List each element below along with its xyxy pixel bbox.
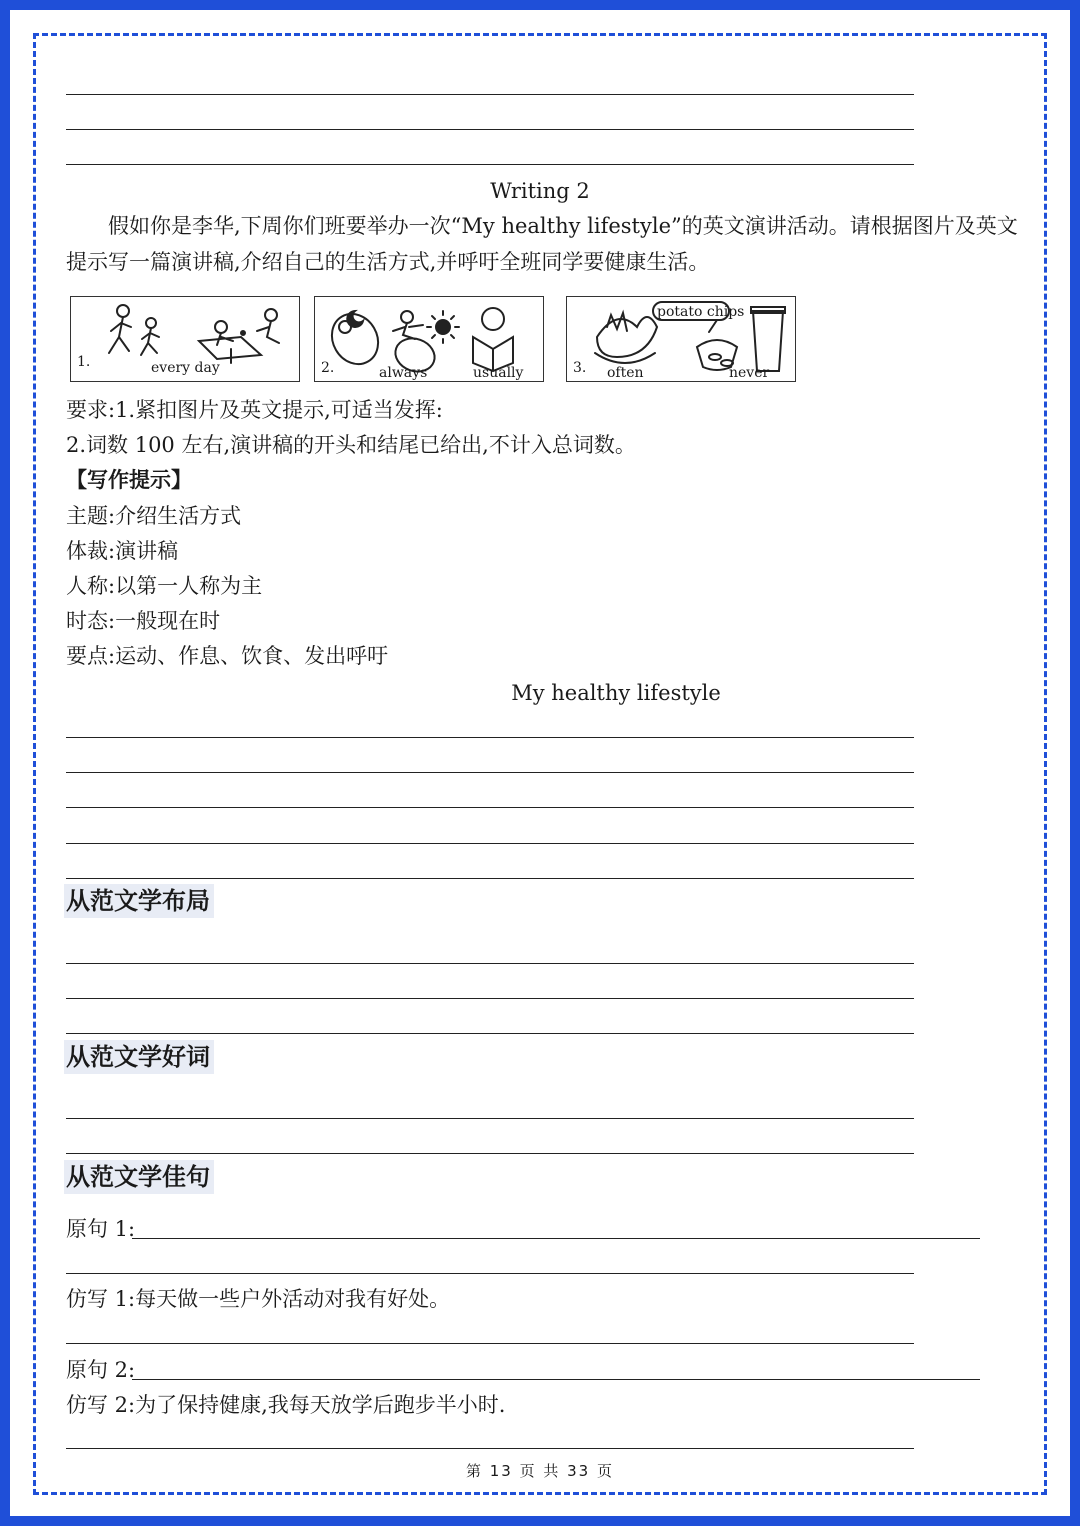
- section-heading-sentences: 从范文学佳句: [64, 1160, 214, 1194]
- hint-topic: 主题:介绍生活方式: [66, 504, 242, 528]
- requirement-line-2: 2.词数 100 左右,演讲稿的开头和结尾已给出,不计入总词数。: [66, 433, 636, 457]
- imitation-1-blank: [66, 1343, 914, 1344]
- exercise-picture: [70, 296, 300, 382]
- prompt-line-2: 提示写一篇演讲稿,介绍自己的生活方式,并呼吁全班同学要健康生活。: [66, 250, 710, 274]
- answer-line: [66, 1033, 914, 1034]
- answer-line: [66, 94, 914, 95]
- section-heading-words: 从范文学好词: [64, 1040, 214, 1074]
- section-heading-layout: 从范文学布局: [64, 884, 214, 918]
- essay-line: [66, 843, 914, 844]
- answer-line: [66, 129, 914, 130]
- original-sentence-2-label: 原句 2:: [66, 1358, 136, 1382]
- imitation-2: 仿写 2:为了保持健康,我每天放学后跑步半小时.: [66, 1393, 506, 1417]
- hint-tense: 时态:一般现在时: [66, 609, 221, 633]
- prompt-line-1: 假如你是李华,下周你们班要举办一次“My healthy lifestyle”的英文演讲活动。请根据图片及英文: [108, 214, 1018, 238]
- picture-caption-never: never: [729, 365, 770, 381]
- essay-line: [66, 772, 914, 773]
- original-sentence-1-blank: [132, 1238, 980, 1239]
- picture-caption-usually: usually: [473, 365, 524, 381]
- original-sentence-2-blank: [132, 1379, 980, 1380]
- essay-line: [66, 807, 914, 808]
- essay-line: [66, 737, 914, 738]
- answer-line: [66, 963, 914, 964]
- picture-caption: every day: [151, 360, 220, 376]
- hint-points: 要点:运动、作息、饮食、发出呼吁: [66, 644, 389, 668]
- picture-caption-always: always: [379, 365, 428, 381]
- imitation-1: 仿写 1:每天做一些户外活动对我有好处。: [66, 1287, 451, 1311]
- picture-caption-often: often: [607, 365, 644, 381]
- essay-line: [66, 878, 914, 879]
- requirement-line-1: 要求:1.紧扣图片及英文提示,可适当发挥:: [66, 398, 443, 422]
- speech-bubble-text: potato chips: [657, 304, 745, 320]
- page-footer: 第 13 页 共 33 页: [465, 1462, 614, 1480]
- hint-person: 人称:以第一人称为主: [66, 574, 263, 598]
- sleep-and-reading-picture: [314, 296, 544, 382]
- answer-line: [66, 1273, 914, 1274]
- original-sentence-1-label: 原句 1:: [66, 1217, 136, 1241]
- essay-title: My healthy lifestyle: [511, 681, 721, 705]
- picture-number: 2.: [321, 360, 335, 376]
- answer-line: [66, 164, 914, 165]
- answer-line: [66, 1118, 914, 1119]
- imitation-2-blank: [66, 1448, 914, 1449]
- picture-number: 3.: [573, 360, 587, 376]
- answer-line: [66, 998, 914, 999]
- writing-title: Writing 2: [490, 179, 590, 203]
- food-and-coffee-picture: [566, 296, 796, 382]
- answer-line: [66, 1153, 914, 1154]
- hint-genre: 体裁:演讲稿: [66, 539, 179, 563]
- hints-heading: 【写作提示】: [66, 468, 192, 492]
- picture-number: 1.: [77, 354, 91, 370]
